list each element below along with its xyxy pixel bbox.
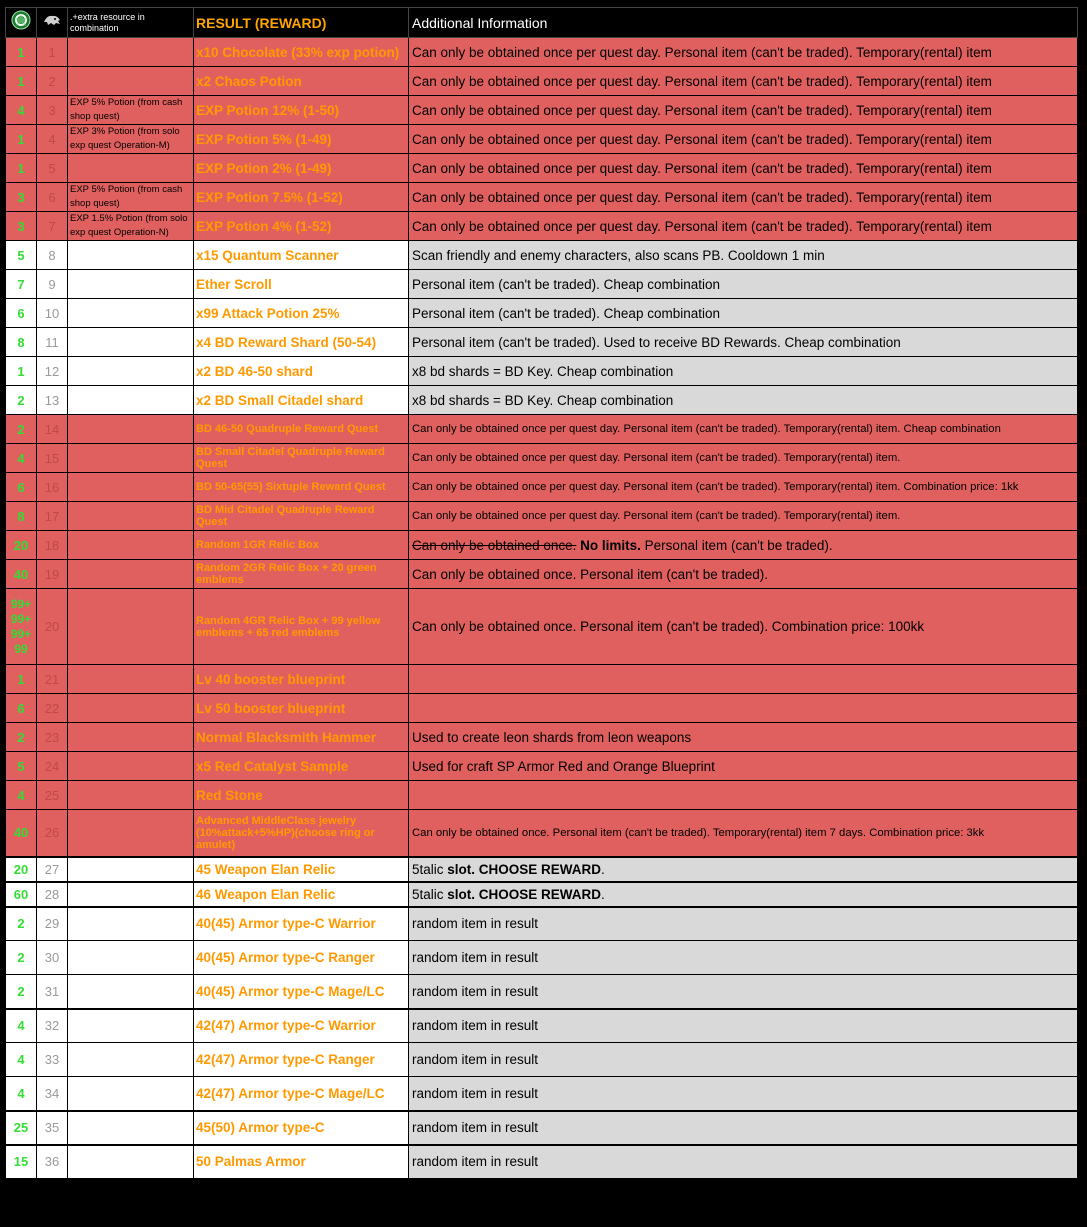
creature-icon	[42, 10, 62, 30]
info-cell	[409, 665, 1078, 694]
extra-resource-cell	[68, 473, 194, 502]
extra-resource-cell	[68, 560, 194, 589]
info-cell: Can only be obtained once per quest day. Personal item (can't be traded). Temporary(rental) item	[409, 212, 1078, 241]
row-number-cell: 7	[37, 212, 68, 241]
extra-resource-cell	[68, 299, 194, 328]
table-row	[6, 1077, 1078, 1111]
result-cell: x5 Red Catalyst Sample	[194, 752, 409, 781]
table-row	[6, 444, 1078, 473]
quantity-cell: 1	[6, 357, 37, 386]
info-cell: random item in result	[409, 1043, 1078, 1077]
result-cell: 42(47) Armor type-C Warrior	[194, 1009, 409, 1043]
bold-text: slot. CHOOSE REWARD	[447, 886, 602, 902]
quantity-cell: 6	[6, 299, 37, 328]
row-number-cell: 14	[37, 415, 68, 444]
info-cell	[409, 694, 1078, 723]
quantity-cell: 4	[6, 96, 37, 125]
quantity-cell: 60	[6, 882, 37, 907]
table-header	[6, 8, 1078, 38]
row-number-cell: 9	[37, 270, 68, 299]
info-text: Personal item (can't be traded).	[644, 537, 833, 553]
quantity-cell: 5	[6, 241, 37, 270]
extra-resource-cell: EXP 1.5% Potion (from solo exp quest Operation-N)	[68, 212, 194, 241]
info-cell: Personal item (can't be traded). Used to receive BD Rewards. Cheap combination	[409, 328, 1078, 357]
quantity-cell: 99+ 99+ 99+ 99	[6, 589, 37, 665]
info-cell: Can only be obtained once per quest day. Personal item (can't be traded). Temporary(rental) item	[409, 183, 1078, 212]
extra-resource-cell	[68, 810, 194, 857]
info-prefix: 5talic	[412, 861, 444, 877]
info-cell: Can only be obtained once per quest day. Personal item (can't be traded). Temporary(rental) item	[409, 38, 1078, 67]
row-number-cell: 24	[37, 752, 68, 781]
table-row	[6, 781, 1078, 810]
info-text: .	[601, 886, 605, 902]
table-row	[6, 241, 1078, 270]
row-number-cell: 13	[37, 386, 68, 415]
header-result: RESULT (REWARD)	[194, 8, 409, 38]
result-cell: 40(45) Armor type-C Ranger	[194, 941, 409, 975]
result-cell: x2 BD 46-50 shard	[194, 357, 409, 386]
result-cell: Ether Scroll	[194, 270, 409, 299]
row-number-cell: 21	[37, 665, 68, 694]
quantity-cell: 2	[6, 907, 37, 941]
table-row	[6, 975, 1078, 1009]
result-cell: Random 1GR Relic Box	[194, 531, 409, 560]
table-row	[6, 502, 1078, 531]
info-cell: Can only be obtained once per quest day. Personal item (can't be traded). Temporary(rental) item. Cheap combination	[409, 415, 1078, 444]
info-cell	[409, 781, 1078, 810]
extra-resource-cell	[68, 386, 194, 415]
table-row	[6, 857, 1078, 882]
info-cell	[409, 531, 1078, 560]
result-cell: x15 Quantum Scanner	[194, 241, 409, 270]
info-cell	[409, 857, 1078, 882]
quantity-cell: 5	[6, 752, 37, 781]
row-number-cell: 26	[37, 810, 68, 857]
bold-text: slot. CHOOSE REWARD	[447, 861, 602, 877]
result-cell: EXP Potion 7.5% (1-52)	[194, 183, 409, 212]
result-cell: BD Small Citadel Quadruple Reward Quest	[194, 444, 409, 473]
row-number-cell: 17	[37, 502, 68, 531]
quantity-cell: 4	[6, 1009, 37, 1043]
info-text: .	[601, 861, 605, 877]
row-number-cell: 19	[37, 560, 68, 589]
info-cell: Can only be obtained once per quest day. Personal item (can't be traded). Temporary(rental) item. Combination price: 1kk	[409, 473, 1078, 502]
quantity-cell: 1	[6, 125, 37, 154]
table-row	[6, 723, 1078, 752]
reward-table	[5, 7, 1078, 1179]
row-number-cell: 22	[37, 694, 68, 723]
table-row	[6, 941, 1078, 975]
info-cell: Can only be obtained once per quest day. Personal item (can't be traded). Temporary(rental) item	[409, 125, 1078, 154]
extra-resource-cell	[68, 415, 194, 444]
quantity-cell: 40	[6, 810, 37, 857]
header-num-cell	[37, 8, 68, 38]
row-number-cell: 31	[37, 975, 68, 1009]
info-cell: Can only be obtained once. Personal item (can't be traded). Temporary(rental) item 7 days. Combination price: 3kk	[409, 810, 1078, 857]
quantity-cell: 2	[6, 941, 37, 975]
quantity-cell: 4	[6, 1077, 37, 1111]
extra-resource-cell	[68, 531, 194, 560]
quantity-cell: 3	[6, 212, 37, 241]
reward-table-container	[5, 7, 1077, 1179]
result-cell: Random 4GR Relic Box + 99 yellow emblems + 65 red emblems	[194, 589, 409, 665]
info-cell: Personal item (can't be traded). Cheap combination	[409, 270, 1078, 299]
table-row	[6, 473, 1078, 502]
extra-resource-cell	[68, 882, 194, 907]
result-cell: Advanced MiddleClass jewelry (10%attack+5%HP)(choose ring or amulet)	[194, 810, 409, 857]
row-number-cell: 1	[37, 38, 68, 67]
result-cell: EXP Potion 5% (1-49)	[194, 125, 409, 154]
result-cell: x2 BD Small Citadel shard	[194, 386, 409, 415]
quantity-cell: 4	[6, 444, 37, 473]
info-cell: Personal item (can't be traded). Cheap combination	[409, 299, 1078, 328]
row-number-cell: 16	[37, 473, 68, 502]
row-number-cell: 29	[37, 907, 68, 941]
row-number-cell: 12	[37, 357, 68, 386]
result-cell: Normal Blacksmith Hammer	[194, 723, 409, 752]
extra-resource-cell	[68, 694, 194, 723]
result-cell: 40(45) Armor type-C Warrior	[194, 907, 409, 941]
quantity-cell: 20	[6, 531, 37, 560]
extra-resource-cell	[68, 444, 194, 473]
result-cell: BD Mid Citadel Quadruple Reward Quest	[194, 502, 409, 531]
quantity-cell: 2	[6, 723, 37, 752]
extra-resource-cell	[68, 857, 194, 882]
row-number-cell: 23	[37, 723, 68, 752]
quantity-cell: 40	[6, 560, 37, 589]
row-number-cell: 15	[37, 444, 68, 473]
table-row	[6, 415, 1078, 444]
extra-resource-cell	[68, 270, 194, 299]
result-cell: 42(47) Armor type-C Ranger	[194, 1043, 409, 1077]
row-number-cell: 6	[37, 183, 68, 212]
quantity-cell: 20	[6, 857, 37, 882]
extra-resource-cell	[68, 723, 194, 752]
extra-resource-cell	[68, 975, 194, 1009]
info-cell: Can only be obtained once per quest day. Personal item (can't be traded). Temporary(rental) item.	[409, 502, 1078, 531]
row-number-cell: 18	[37, 531, 68, 560]
result-cell: 50 Palmas Armor	[194, 1145, 409, 1179]
extra-resource-cell	[68, 154, 194, 183]
extra-resource-cell	[68, 1145, 194, 1179]
info-cell: random item in result	[409, 941, 1078, 975]
quantity-cell: 2	[6, 415, 37, 444]
info-cell: random item in result	[409, 1111, 1078, 1145]
table-row	[6, 589, 1078, 665]
table-row	[6, 531, 1078, 560]
info-cell: Can only be obtained once. Personal item (can't be traded).	[409, 560, 1078, 589]
quantity-cell: 4	[6, 781, 37, 810]
row-number-cell: 3	[37, 96, 68, 125]
header-qty-cell	[6, 8, 37, 38]
info-cell: random item in result	[409, 1077, 1078, 1111]
table-row	[6, 907, 1078, 941]
info-cell: Can only be obtained once per quest day. Personal item (can't be traded). Temporary(rental) item	[409, 96, 1078, 125]
info-cell: Can only be obtained once. Personal item (can't be traded). Combination price: 100kk	[409, 589, 1078, 665]
quantity-cell: 4	[6, 1043, 37, 1077]
table-row	[6, 560, 1078, 589]
row-number-cell: 10	[37, 299, 68, 328]
quantity-cell: 8	[6, 328, 37, 357]
extra-resource-cell	[68, 665, 194, 694]
table-row	[6, 386, 1078, 415]
quantity-cell: 25	[6, 1111, 37, 1145]
row-number-cell: 2	[37, 67, 68, 96]
table-row	[6, 882, 1078, 907]
row-number-cell: 5	[37, 154, 68, 183]
header-extra: .+extra resource in combination	[68, 8, 194, 38]
extra-resource-cell	[68, 941, 194, 975]
result-cell: BD 50-65(55) Sixtuple Reward Quest	[194, 473, 409, 502]
extra-resource-cell: EXP 3% Potion (from solo exp quest Operation-M)	[68, 125, 194, 154]
row-number-cell: 25	[37, 781, 68, 810]
table-row	[6, 1043, 1078, 1077]
extra-resource-cell	[68, 1077, 194, 1111]
result-cell: 40(45) Armor type-C Mage/LC	[194, 975, 409, 1009]
info-cell: Used for craft SP Armor Red and Orange Blueprint	[409, 752, 1078, 781]
info-cell: Scan friendly and enemy characters, also scans PB. Cooldown 1 min	[409, 241, 1078, 270]
table-row	[6, 665, 1078, 694]
quantity-cell: 2	[6, 386, 37, 415]
quantity-cell: 15	[6, 1145, 37, 1179]
row-number-cell: 4	[37, 125, 68, 154]
info-cell: x8 bd shards = BD Key. Cheap combination	[409, 386, 1078, 415]
quantity-cell: 6	[6, 694, 37, 723]
info-prefix: 5talic	[412, 886, 444, 902]
table-row	[6, 357, 1078, 386]
info-cell: x8 bd shards = BD Key. Cheap combination	[409, 357, 1078, 386]
row-number-cell: 35	[37, 1111, 68, 1145]
table-row	[6, 212, 1078, 241]
table-row	[6, 125, 1078, 154]
extra-resource-cell	[68, 357, 194, 386]
table-row	[6, 270, 1078, 299]
info-cell: random item in result	[409, 1145, 1078, 1179]
extra-resource-cell	[68, 328, 194, 357]
result-cell: 45(50) Armor type-C	[194, 1111, 409, 1145]
row-number-cell: 30	[37, 941, 68, 975]
result-cell: 46 Weapon Elan Relic	[194, 882, 409, 907]
info-cell: Can only be obtained once per quest day. Personal item (can't be traded). Temporary(rental) item	[409, 67, 1078, 96]
extra-resource-cell	[68, 907, 194, 941]
quantity-cell: 6	[6, 473, 37, 502]
result-cell: EXP Potion 4% (1-52)	[194, 212, 409, 241]
table-row	[6, 694, 1078, 723]
table-row	[6, 67, 1078, 96]
extra-resource-cell	[68, 67, 194, 96]
quantity-cell: 1	[6, 67, 37, 96]
extra-resource-cell: EXP 5% Potion (from cash shop quest)	[68, 183, 194, 212]
result-cell: Red Stone	[194, 781, 409, 810]
quantity-cell: 1	[6, 665, 37, 694]
struck-text: Can only be obtained once.	[412, 537, 577, 553]
result-cell: Random 2GR Relic Box + 20 green emblems	[194, 560, 409, 589]
extra-resource-cell	[68, 38, 194, 67]
info-cell: random item in result	[409, 975, 1078, 1009]
table-row	[6, 1111, 1078, 1145]
extra-resource-cell	[68, 1009, 194, 1043]
table-row	[6, 183, 1078, 212]
result-cell: x10 Chocolate (33% exp potion)	[194, 38, 409, 67]
row-number-cell: 34	[37, 1077, 68, 1111]
row-number-cell: 36	[37, 1145, 68, 1179]
header-info: Additional Information	[409, 8, 1078, 38]
table-row	[6, 1145, 1078, 1179]
extra-resource-cell	[68, 1043, 194, 1077]
bold-text: No limits.	[580, 537, 641, 553]
row-number-cell: 20	[37, 589, 68, 665]
extra-resource-cell	[68, 589, 194, 665]
table-row	[6, 328, 1078, 357]
row-number-cell: 32	[37, 1009, 68, 1043]
quantity-cell: 8	[6, 502, 37, 531]
table-row	[6, 38, 1078, 67]
table-row	[6, 299, 1078, 328]
info-cell: Can only be obtained once per quest day. Personal item (can't be traded). Temporary(rental) item	[409, 154, 1078, 183]
result-cell: Lv 50 booster blueprint	[194, 694, 409, 723]
info-cell: random item in result	[409, 907, 1078, 941]
result-cell: EXP Potion 12% (1-50)	[194, 96, 409, 125]
extra-resource-cell: EXP 5% Potion (from cash shop quest)	[68, 96, 194, 125]
info-cell: Used to create leon shards from leon weapons	[409, 723, 1078, 752]
table-row	[6, 810, 1078, 857]
result-cell: x4 BD Reward Shard (50-54)	[194, 328, 409, 357]
result-cell: EXP Potion 2% (1-49)	[194, 154, 409, 183]
info-cell	[409, 882, 1078, 907]
quantity-cell: 3	[6, 183, 37, 212]
row-number-cell: 11	[37, 328, 68, 357]
row-number-cell: 33	[37, 1043, 68, 1077]
extra-resource-cell	[68, 1111, 194, 1145]
extra-resource-cell	[68, 781, 194, 810]
row-number-cell: 8	[37, 241, 68, 270]
table-row	[6, 96, 1078, 125]
result-cell: 42(47) Armor type-C Mage/LC	[194, 1077, 409, 1111]
extra-resource-cell	[68, 502, 194, 531]
row-number-cell: 28	[37, 882, 68, 907]
result-cell: BD 46-50 Quadruple Reward Quest	[194, 415, 409, 444]
result-cell: x99 Attack Potion 25%	[194, 299, 409, 328]
quantity-cell: 1	[6, 154, 37, 183]
quantity-cell: 2	[6, 975, 37, 1009]
info-cell: Can only be obtained once per quest day. Personal item (can't be traded). Temporary(rental) item.	[409, 444, 1078, 473]
row-number-cell: 27	[37, 857, 68, 882]
table-row	[6, 154, 1078, 183]
extra-resource-cell	[68, 752, 194, 781]
emblem-icon	[11, 10, 31, 30]
extra-resource-cell	[68, 241, 194, 270]
quantity-cell: 1	[6, 38, 37, 67]
result-cell: Lv 40 booster blueprint	[194, 665, 409, 694]
result-cell: 45 Weapon Elan Relic	[194, 857, 409, 882]
quantity-cell: 7	[6, 270, 37, 299]
info-cell: random item in result	[409, 1009, 1078, 1043]
result-cell: x2 Chaos Potion	[194, 67, 409, 96]
table-row	[6, 752, 1078, 781]
table-row	[6, 1009, 1078, 1043]
